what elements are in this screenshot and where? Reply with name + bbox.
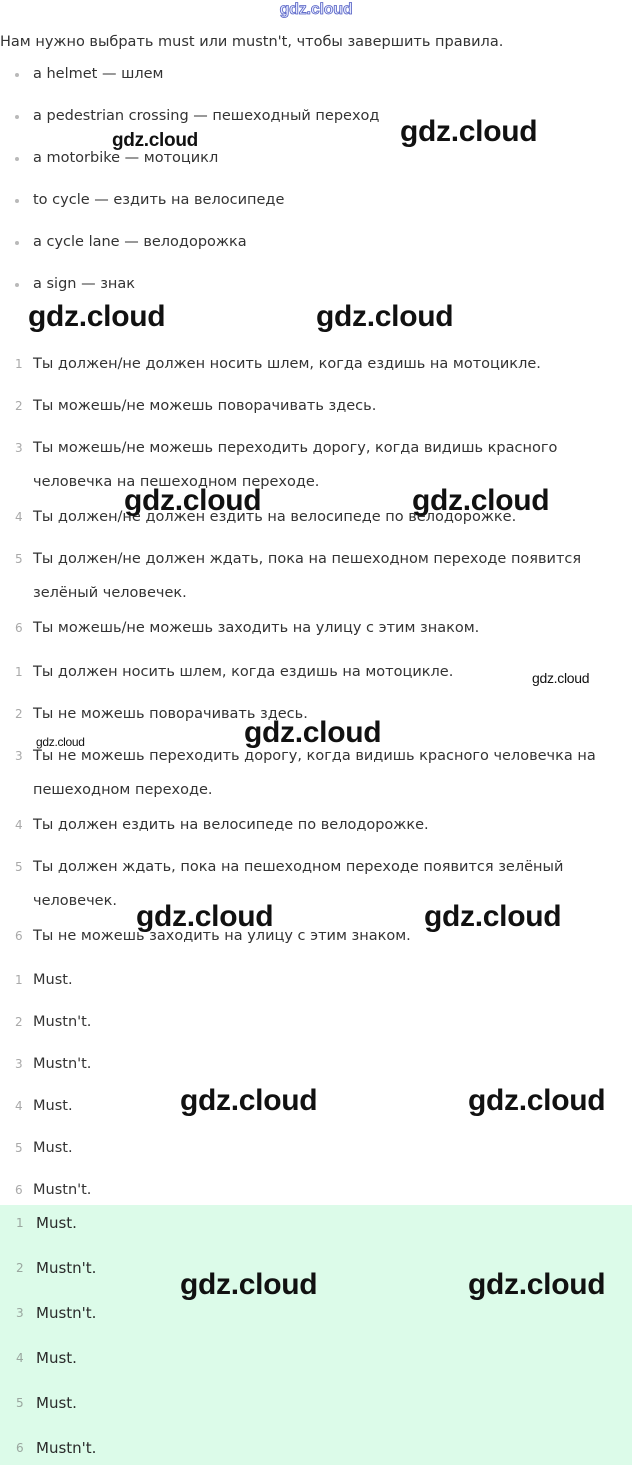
task-intro: Нам нужно выбрать must или mustn't, чтобы завершить правила.: [0, 34, 504, 50]
watermark: gdz.cloud: [180, 1268, 318, 1301]
list-item: 5 Ты должен/не должен ждать, пока на пешеходном переходе появится зелёный человечек.: [15, 551, 582, 601]
bullet-icon: [15, 157, 19, 161]
list-item: 2 Mustn't.: [16, 1259, 97, 1277]
vocabulary-item: a helmet — шлем: [0, 64, 379, 106]
watermark: gdz.cloud: [180, 1084, 318, 1117]
list-item: 2 Ты не можешь поворачивать здесь.: [15, 706, 308, 722]
final-answer-box: [0, 1205, 632, 1465]
list-item: 6 Mustn't.: [15, 1182, 92, 1198]
watermark: gdz.cloud: [400, 115, 538, 148]
vocabulary-item: a sign — знак: [0, 274, 379, 316]
list-item: 5 Ты должен ждать, пока на пешеходном переходе появится зелёный человечек.: [15, 859, 564, 909]
watermark: gdz.cloud: [136, 900, 274, 933]
list-item: 3 Mustn't.: [15, 1056, 92, 1072]
vocabulary-item: a motorbike — мотоцикл: [0, 148, 379, 190]
watermark: gdz.cloud: [36, 735, 85, 749]
bullet-icon: [15, 199, 19, 203]
list-item: 6 Ты можешь/не можешь заходить на улицу с этим знаком.: [15, 620, 480, 636]
list-item: 3 Ты можешь/не можешь переходить дорогу, когда видишь красного человечка на пешеходном переходе.: [15, 440, 558, 490]
vocabulary-item: a cycle lane — велодорожка: [0, 232, 379, 274]
list-item: 4 Ты должен/не должен ездить на велосипеде по велодорожке.: [15, 509, 517, 525]
list-item: 6 Mustn't.: [16, 1439, 97, 1457]
list-item: 4 Must.: [15, 1098, 73, 1114]
watermark: gdz.cloud: [532, 670, 590, 686]
list-item: 6 Ты не можешь заходить на улицу с этим знаком.: [15, 928, 411, 944]
vocabulary-item: a pedestrian crossing — пешеходный переход: [0, 106, 379, 148]
list-item: 5 Must.: [15, 1140, 73, 1156]
list-item: 1 Must.: [16, 1214, 77, 1232]
watermark: gdz.cloud: [316, 300, 454, 333]
watermark: gdz.cloud: [468, 1084, 606, 1117]
list-item: 4 Must.: [16, 1349, 77, 1367]
bullet-icon: [15, 73, 19, 77]
site-logo[interactable]: gdz.cloud: [279, 1, 353, 18]
watermark: gdz.cloud: [112, 130, 198, 151]
watermark: gdz.cloud: [424, 900, 562, 933]
list-item: 2 Ты можешь/не можешь поворачивать здесь.: [15, 398, 377, 414]
list-item: 1 Ты должен носить шлем, когда ездишь на мотоцикле.: [15, 664, 454, 680]
watermark: gdz.cloud: [124, 484, 262, 517]
bullet-icon: [15, 283, 19, 287]
vocabulary-list: [0, 64, 379, 316]
watermark: gdz.cloud: [468, 1268, 606, 1301]
vocabulary-item: to cycle — ездить на велосипеде: [0, 190, 379, 232]
bullet-icon: [15, 241, 19, 245]
list-item: 1 Ты должен/не должен носить шлем, когда ездишь на мотоцикле.: [15, 356, 541, 372]
final-answers-list: [0, 1213, 96, 1483]
watermark: gdz.cloud: [28, 300, 166, 333]
list-item: 3 Mustn't.: [16, 1304, 97, 1322]
watermark: gdz.cloud: [412, 484, 550, 517]
list-item: 3 Ты не можешь переходить дорогу, когда видишь красного человечка на пешеходном переходе.: [15, 748, 596, 798]
list-item: 1 Must.: [15, 972, 73, 988]
watermark: gdz.cloud: [244, 716, 382, 749]
list-item: 4 Ты должен ездить на велосипеде по велодорожке.: [15, 817, 429, 833]
list-item: 2 Mustn't.: [15, 1014, 92, 1030]
list-item: 5 Must.: [16, 1394, 77, 1412]
bullet-icon: [15, 115, 19, 119]
